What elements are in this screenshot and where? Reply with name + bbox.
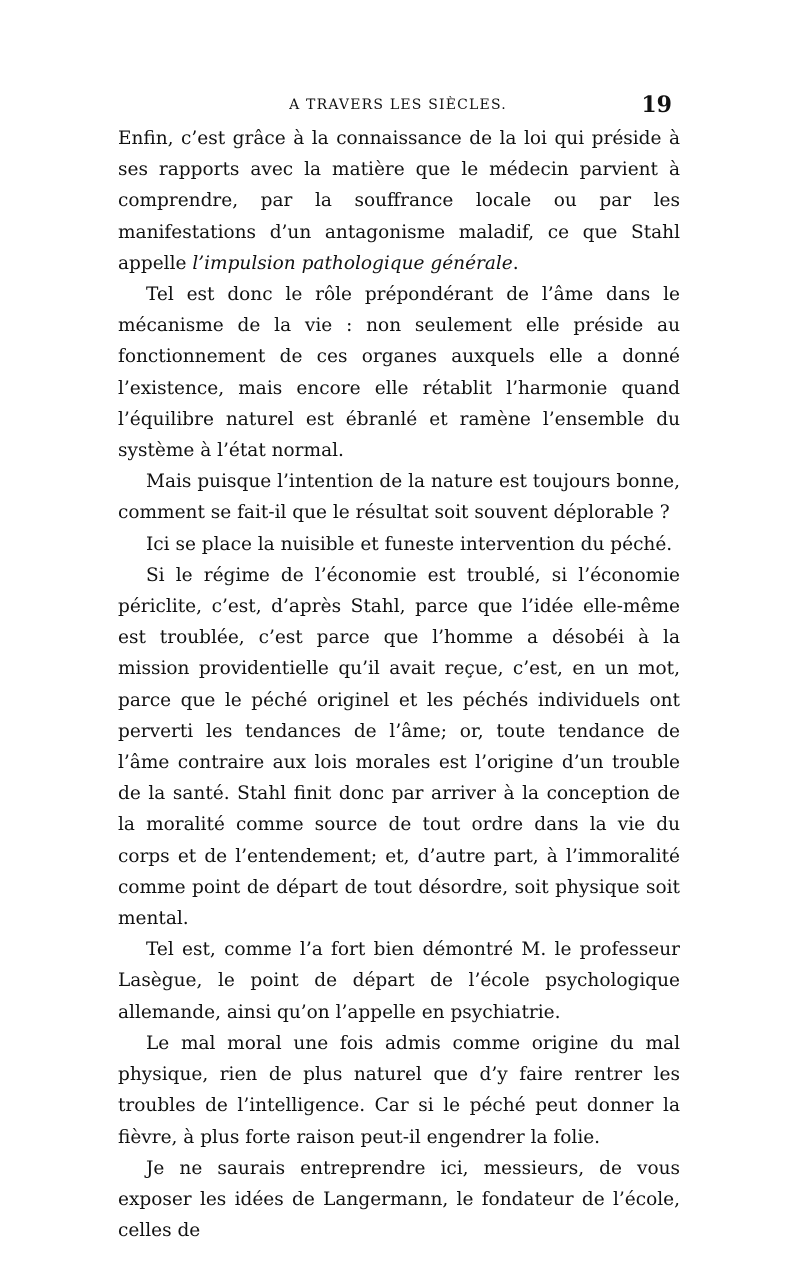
paragraph-3: Mais puisque l’intention de la nature est toujours bonne, comment se fait-il que le résultat soit souvent déplorable ? bbox=[118, 471, 680, 524]
running-head bbox=[118, 92, 678, 116]
paragraph-4: Ici se place la nuisible et funeste intervention du péché. bbox=[146, 533, 673, 555]
page-number: 19 bbox=[641, 92, 672, 118]
paragraph-8: Je ne saurais entreprendre ici, messieurs, de vous exposer les idées de Langermann, le fondateur de l’école, celles de bbox=[118, 1157, 680, 1242]
paragraph-1-end: . bbox=[512, 252, 519, 274]
italic-term: l’impulsion pathologique générale bbox=[192, 252, 513, 274]
paragraph-1 bbox=[118, 123, 680, 279]
paragraph-5: Si le régime de l’économie est troublé, si l’économie périclite, c’est, d’après Stahl, parce que l’idée elle-même est troublée, c’est parce que l’homme a désobéi à la mission providentielle qu’il avait reçue, c’est, en un mot, parce que le péché originel et les péchés individuels ont perverti les tendances de l’âme; or, toute tendance de l’âme contraire aux lois morales est l’origine d’un trouble de la santé. Stahl finit donc par arriver à la conception de la moralité comme source de tout ordre dans la vie du corps et de l’entendement; et, d’autre part, à l’immoralité comme point de départ de tout désordre, soit physique soit mental. bbox=[118, 564, 680, 930]
paragraph-1-text: Enfin, c’est grâce à la connaissance de la loi qui préside à ses rapports avec la matière que le médecin parvient à comprendre, par la souffrance locale ou par les manifestations d’un antagonisme maladif, ce que Stahl appelle bbox=[118, 128, 680, 274]
body-text bbox=[118, 123, 680, 1246]
paragraph-2: Tel est donc le rôle prépondérant de l’âme dans le mécanisme de la vie : non seulement elle préside au fonctionnement de ces organes auxquels elle a donné l’existence, mais encore elle rétablit l’harmonie quand l’équilibre naturel est ébranlé et ramène l’ensemble du système à l’état normal. bbox=[118, 284, 680, 462]
paragraph-7: Le mal moral une fois admis comme origine du mal physique, rien de plus naturel que d’y faire rentrer les troubles de l’intelligence. Car si le péché peut donner la fièvre, à plus forte raison peut-il engendrer la folie. bbox=[118, 1032, 680, 1148]
running-title: A TRAVERS LES SIÈCLES. bbox=[289, 97, 507, 113]
paragraph-6: Tel est, comme l’a fort bien démontré M. le professeur Lasègue, le point de départ de l’école psychologique allemande, ainsi qu’on l’appelle en psychiatrie. bbox=[118, 939, 680, 1023]
